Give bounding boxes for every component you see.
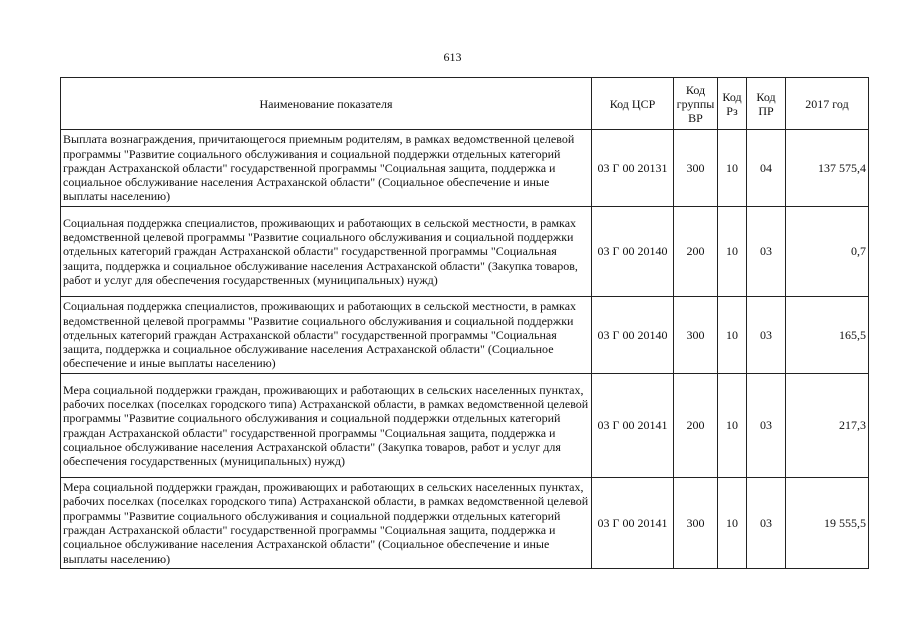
budget-table <box>60 77 869 569</box>
row-code-rz: 10 <box>718 297 747 374</box>
row-indicator-name: Мера социальной поддержки граждан, проживающих и работающих в сельских населенных пунктах, рабочих поселках (поселках городского типа) Астраханской области, в рамках ведомственной целевой программы "Развитие социального обслуживания и социальной поддержки отдельных категорий граждан Астраханской области" государственной программы "Социальная защита, поддержка и социальное обслуживание населения Астраханской области" (Закупка товаров, работ и услуг для обеспечения государственных (муниципальных) нужд) <box>61 374 592 478</box>
row-code-vr: 300 <box>674 478 718 569</box>
row-indicator-name: Социальная поддержка специалистов, проживающих и работающих в сельской местности, в рамках ведомственной целевой программы "Развитие социального обслуживания и социальной поддержки отдельных категорий граждан Астраханской области" государственной программы "Социальная защита, поддержка и социальное обслуживание населения Астраханской области" (Социальное обеспечение и иные выплаты населению) <box>61 297 592 374</box>
table-row <box>61 297 869 374</box>
row-code-rz: 10 <box>718 130 747 207</box>
row-code-pr: 03 <box>747 297 786 374</box>
row-code-pr: 03 <box>747 478 786 569</box>
header-year-2017: 2017 год <box>786 78 869 130</box>
header-code-rz: Код Рз <box>718 78 747 130</box>
row-code-pr: 04 <box>747 130 786 207</box>
header-code-csr: Код ЦСР <box>592 78 674 130</box>
row-code-pr: 03 <box>747 374 786 478</box>
row-amount-2017: 165,5 <box>786 297 869 374</box>
table-row <box>61 478 869 569</box>
page-number: 613 <box>443 50 462 64</box>
row-code-pr: 03 <box>747 207 786 297</box>
table-row <box>61 207 869 297</box>
row-code-vr: 200 <box>674 374 718 478</box>
row-code-csr: 03 Г 00 20140 <box>592 297 674 374</box>
row-code-csr: 03 Г 00 20141 <box>592 478 674 569</box>
header-code-pr: Код ПР <box>747 78 786 130</box>
row-amount-2017: 0,7 <box>786 207 869 297</box>
header-indicator-name: Наименование показателя <box>61 78 592 130</box>
table-row <box>61 374 869 478</box>
header-code-vr: Код группы ВР <box>674 78 718 130</box>
row-code-vr: 300 <box>674 297 718 374</box>
table-row <box>61 130 869 207</box>
row-code-csr: 03 Г 00 20140 <box>592 207 674 297</box>
row-indicator-name: Мера социальной поддержки граждан, проживающих и работающих в сельских населенных пунктах, рабочих поселках (поселках городского типа) Астраханской области, в рамках ведомственной целевой программы "Развитие социального обслуживания и социальной поддержки отдельных категорий граждан Астраханской области" государственной программы "Социальная защита, поддержка и социальное обслуживание населения Астраханской области" (Социальное обеспечение и иные выплаты населению) <box>61 478 592 569</box>
row-code-vr: 300 <box>674 130 718 207</box>
row-indicator-name: Социальная поддержка специалистов, проживающих и работающих в сельской местности, в рамках ведомственной целевой программы "Развитие социального обслуживания и социальной поддержки отдельных категорий граждан Астраханской области" государственной программы "Социальная защита, поддержка и социальное обслуживание населения Астраханской области" (Закупка товаров, работ и услуг для обеспечения государственных (муниципальных) нужд) <box>61 207 592 297</box>
row-amount-2017: 137 575,4 <box>786 130 869 207</box>
table-header-row <box>61 78 869 130</box>
row-code-rz: 10 <box>718 478 747 569</box>
row-code-rz: 10 <box>718 374 747 478</box>
row-amount-2017: 217,3 <box>786 374 869 478</box>
row-amount-2017: 19 555,5 <box>786 478 869 569</box>
row-code-csr: 03 Г 00 20131 <box>592 130 674 207</box>
row-code-rz: 10 <box>718 207 747 297</box>
row-code-csr: 03 Г 00 20141 <box>592 374 674 478</box>
row-code-vr: 200 <box>674 207 718 297</box>
row-indicator-name: Выплата вознаграждения, причитающегося приемным родителям, в рамках ведомственной целевой программы "Развитие социального обслуживания и социальной поддержки отдельных категорий граждан Астраханской области" государственной программы "Социальная защита, поддержка и социальное обслуживание населения Астраханской области" (Социальное обеспечение и иные выплаты населению) <box>61 130 592 207</box>
